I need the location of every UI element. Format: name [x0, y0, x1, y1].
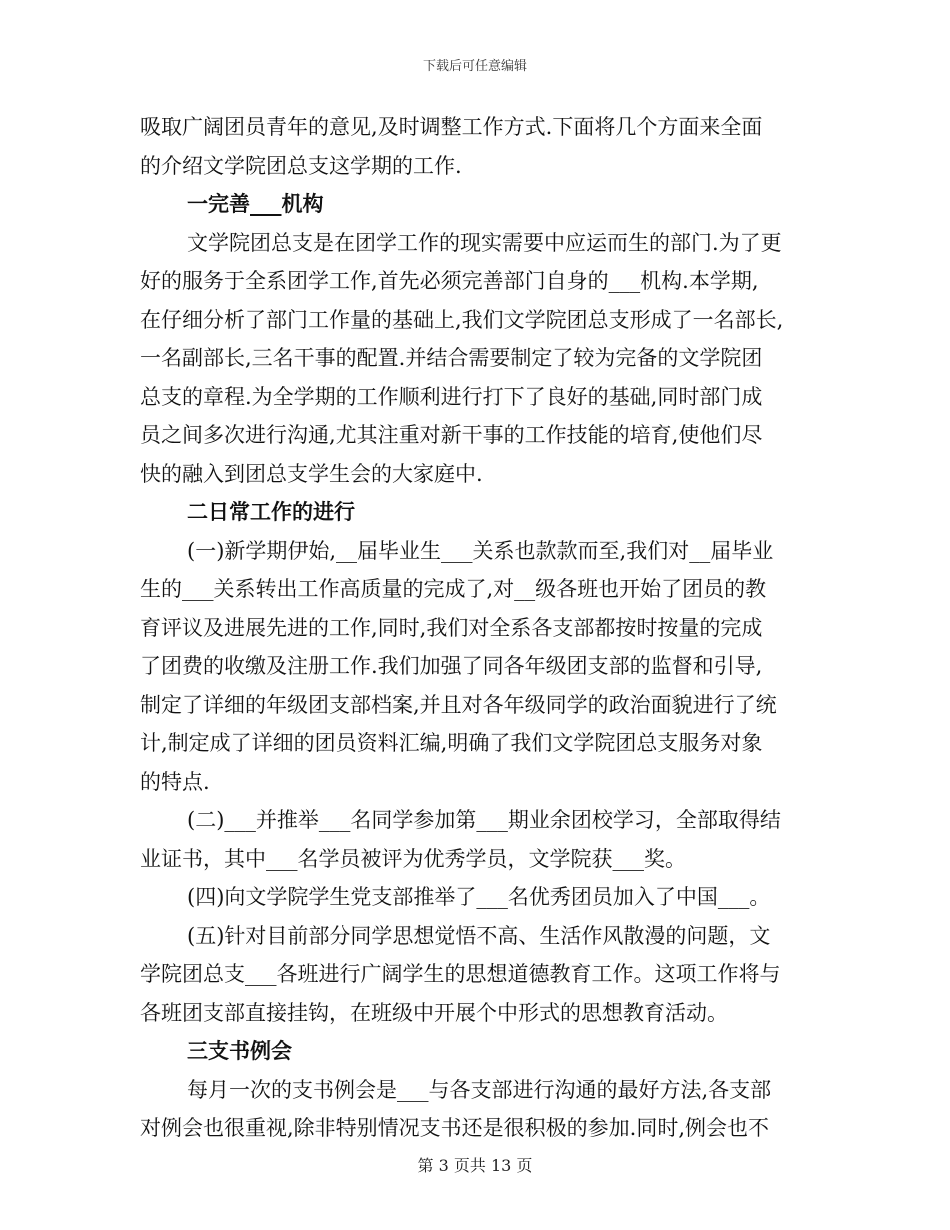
- text-line: 每月一次的支书例会是___与各支部进行沟通的最好方法,各支部: [187, 1077, 772, 1102]
- text-line: 文学院团总支是在团学工作的现实需要中应运而生的部门.为了更: [187, 230, 782, 255]
- text-line: 的特点.: [140, 769, 210, 794]
- text-line: 制定了详细的年级团支部档案,并且对各年级同学的政治面貌进行了统: [140, 692, 777, 717]
- text-line: 的介绍文学院团总支这学期的工作.: [140, 153, 462, 178]
- text-line: 员之间多次进行沟通,尤其注重对新干事的工作技能的培育,使他们尽: [140, 423, 763, 447]
- text-line: 计,制定成了详细的团员资料汇编,明确了我们文学院团总支服务对象: [140, 731, 763, 755]
- page-header: 下载后可任意编辑: [422, 59, 527, 74]
- text-line: 好的服务于全系团学工作,首先必须完善部门自身的___机构.本学期,: [140, 269, 759, 293]
- document-body: [140, 108, 820, 1148]
- text-line: 生的___关系转出工作高质量的完成了,对__级各班也开始了团员的教: [140, 577, 767, 601]
- text-line: 业证书，其中___名学员被评为优秀学员，文学院获___奖。: [140, 846, 686, 871]
- text-line: 了团费的收缴及注册工作.我们加强了同各年级团支部的监督和引导,: [140, 654, 763, 678]
- text-line: 一名副部长,三名干事的配置.并结合需要制定了较为完备的文学院团: [140, 346, 763, 370]
- text-line: 学院团总支___各班进行广阔学生的思想道德教育工作。这项工作将与: [140, 962, 781, 986]
- text-line: (二)___并推举___名同学参加第___期业余团校学习，全部取得结: [187, 808, 781, 832]
- text-line: 各班团支部直接挂钩，在班级中开展个中形式的思想教育活动。: [140, 1000, 728, 1025]
- section-heading: 三支书例会: [187, 1038, 292, 1063]
- text-line: 快的融入到团总支学生会的大家庭中.: [140, 461, 483, 486]
- text-line: 育评议及进展先进的工作,同时,我们对全系各支部都按时按量的完成: [140, 615, 763, 640]
- section-heading: 一完善___机构: [187, 191, 324, 216]
- text-line: 总支的章程.为全学期的工作顺利进行打下了良好的基础,同时部门成: [140, 384, 763, 409]
- section-heading: 二日常工作的进行: [187, 499, 355, 524]
- text-line: 对例会也很重视,除非特别情况支书还是很积极的参加.同时,例会也不: [140, 1116, 770, 1140]
- text-line: (五)针对目前部分同学思想觉悟不高、生活作风散漫的问题，文: [187, 923, 771, 948]
- text-line: 吸取广阔团员青年的意见,及时调整工作方式.下面将几个方面来全面: [140, 115, 763, 139]
- text-line: 在仔细分析了部门工作量的基础上,我们文学院团总支形成了一名部长,: [140, 307, 784, 332]
- text-line: (一)新学期伊始,__届毕业生___关系也款款而至,我们对__届毕业: [187, 538, 774, 563]
- text-line: (四)向文学院学生党支部推举了___名优秀团员加入了中国___。: [187, 885, 771, 909]
- page-footer: 第 3 页共 13 页: [417, 1156, 533, 1175]
